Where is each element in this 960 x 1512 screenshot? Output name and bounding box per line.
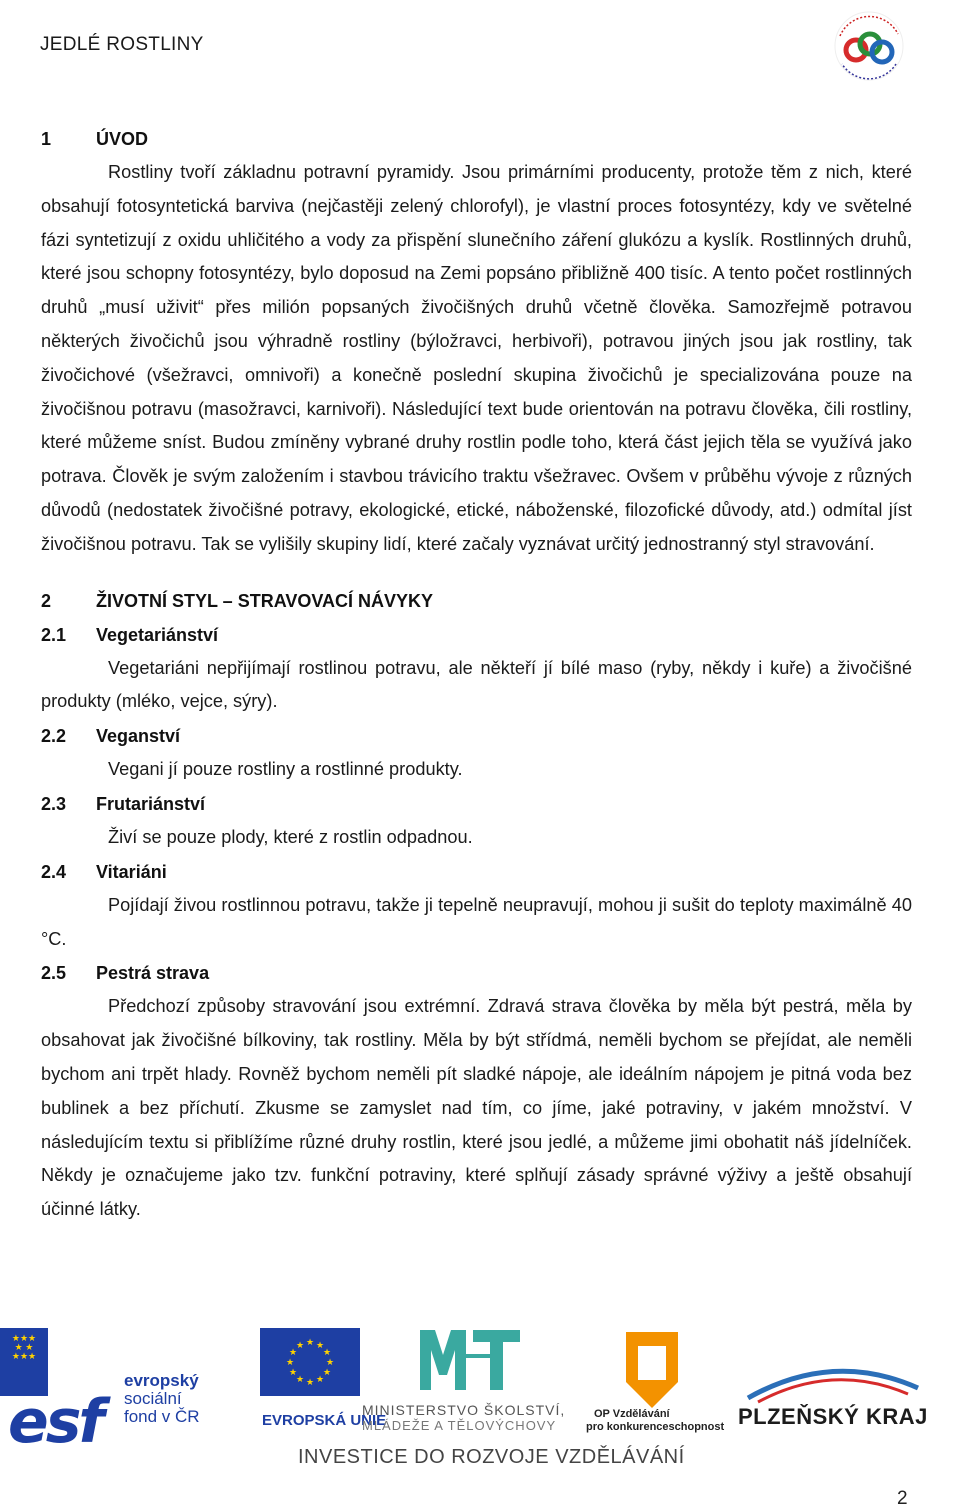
- section-heading-2: 2 ŽIVOTNÍ STYL – STRAVOVACÍ NÁVYKY: [41, 590, 434, 611]
- svg-text:★: ★: [315, 1375, 325, 1385]
- eu-label: EVROPSKÁ UNIE: [262, 1412, 387, 1429]
- running-header: JEDLÉ ROSTLINY: [40, 34, 204, 55]
- section-heading-1: 1 ÚVOD: [41, 129, 149, 149]
- esf-logo-text: evropský sociální fond v ČR: [124, 1371, 200, 1426]
- subsection-heading-2-3: 2.3 Frutariánství: [41, 793, 206, 814]
- subsection-heading-2-4: 2.4 Vitariáni: [41, 861, 167, 882]
- esf-logo-letters: esf: [8, 1387, 102, 1457]
- subsection-heading-2-5: 2.5 Pestrá strava: [41, 963, 210, 984]
- op-vzdelavani-badge-icon: [620, 1328, 684, 1412]
- msmt-logo-icon: [415, 1320, 525, 1400]
- paragraph-vitariani: Pojídají živou rostlinnou potravu, takže ji tepelně neupravují, mohou ji sušit do teploty maximálně 40 °C.: [41, 894, 912, 949]
- svg-text:★: ★: [295, 1375, 305, 1385]
- paragraph-intro: Rostliny tvoří základnu potravní pyramidy. Jsou primárními producenty, protože těm z nich, které obsahují fotosyntetická barviva (nejčastěji zelený chlorofyl), je vlastní proces fotosyntézy, kdy ve světelné fázi syntetizují z oxidu uhličitého a vody za přispění slunečního záření glukózu a kyslík. Rostlinných druhů, které jsou schopny fotosyntézy, bylo doposud na Zemi popsáno přibližně 400 tisíc. A tento počet rostlinných druhů „musí uživit“ přes milión popsaných živočišných druhů včetně člověka. Samozřejmě potravou některých živočichů jsou výhradně rostliny (býložravci, herbivoři), potravou jiných jsou jak rostliny, tak živočichové (všežravci, omnivoři) a konečně poslední skupina živočichů je specializována pouze na živočišnou potravu (masožravci, karnivoři). Následující text bude orientován na potravu člověka, čili rostliny, které můžeme sníst. Budou zmíněny vybrané druhy rostlin podle toho, která část jejich těla se využívá jako potrava. Člověk je svým založením i stavbou trávicího traktu všežravec. Ovšem v průběhu vývoje z různých důvodů (nedostatek živočišné potravy, ekologické, etické, náboženské, filozofické důvody, atd.) odmítal jíst živočišnou potravu. Tak se vylišily skupiny lidí, které začaly vyznávat určitý jednostranný styl stravování.: [41, 162, 912, 554]
- funding-logos-footer: [0, 1320, 960, 1470]
- document-body: [41, 122, 912, 1227]
- svg-text:★: ★: [305, 1338, 315, 1348]
- subsection-heading-2-2: 2.2 Veganství: [41, 726, 181, 747]
- subsection-heading-2-1: 2.1 Vegetariánství: [41, 624, 219, 645]
- page-number: 2: [897, 1488, 908, 1509]
- svg-text:★: ★: [285, 1358, 295, 1368]
- paragraph-vegetarianstvi: Vegetariáni nepřijímají rostlinou potravu, ale někteří jí bílé maso (ryby, někdy i kuře) a živočišné produkty (mléko, vejce, sýry).: [41, 657, 912, 712]
- praktická-výuka-logo: [826, 6, 912, 86]
- op-vzdelavani-line2: pro konkurenceschopnost: [586, 1421, 725, 1433]
- svg-text:★: ★: [295, 1341, 305, 1351]
- svg-text:★: ★: [288, 1348, 298, 1358]
- op-vzdelavani-line1: OP Vzdělávání: [594, 1408, 670, 1420]
- svg-text:★: ★: [322, 1348, 332, 1358]
- esf-flag-icon: ★★★ ★ ★ ★★★: [0, 1328, 48, 1396]
- paragraph-pestra-strava: Předchozí způsoby stravování jsou extrémní. Zdravá strava člověka by měla být pestrá, měla by obsahovat jak živočišné bílkoviny, tak rostliny. Měla by být střídmá, neměli bychom se přejídat, ale neměli bychom ani trpět hlady. Rovněž bychom neměli pít sladké nápoje, ale ideálním nápojem je pitná voda bez bublinek a bez příchutí. Zkusme se zamyslet nad tím, co jíme, jaké potraviny, v jakém množství. V následujícím textu si přiblížíme různé druhy rostlin, které jsou jedlé, a můžeme jimi obohatit náš jídelníček. Někdy je označujeme jako tzv. funkční potraviny, které splňují zásady správné výživy a ještě obsahují účinné látky.: [41, 996, 912, 1220]
- paragraph-veganstvi: Vegani jí pouze rostliny a rostlinné produkty.: [108, 759, 463, 780]
- svg-text:★: ★: [305, 1378, 315, 1388]
- msmt-name-line2: MLÁDEŽE A TĚLOVÝCHOVY: [362, 1418, 557, 1433]
- msmt-name-line1: MINISTERSTVO ŠKOLSTVÍ,: [362, 1402, 566, 1418]
- svg-text:★: ★: [288, 1368, 298, 1378]
- paragraph-frutarianstvi: Živí se pouze plody, které z rostlin odpadnou.: [108, 826, 473, 847]
- svg-text:★: ★: [315, 1341, 325, 1351]
- svg-text:★: ★: [322, 1368, 332, 1378]
- plzensky-kraj-label: PLZEŇSKÝ KRAJ: [738, 1404, 928, 1429]
- svg-text:★: ★: [325, 1358, 335, 1368]
- eu-flag-icon: [260, 1328, 360, 1396]
- investice-motto: INVESTICE DO ROZVOJE VZDĚLÁVÁNÍ: [298, 1446, 685, 1468]
